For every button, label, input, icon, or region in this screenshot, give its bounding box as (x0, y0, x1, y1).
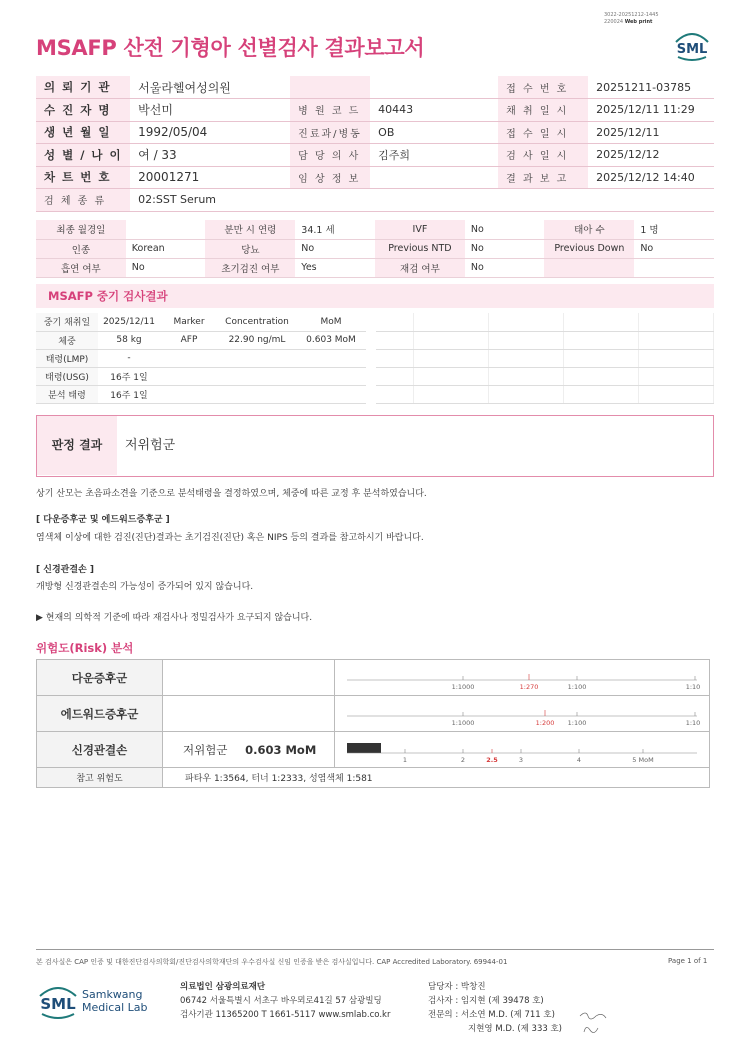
mom-cell: 58 kg (98, 331, 160, 349)
tick-edw-2: 1:100 (567, 719, 587, 727)
mom-cell (218, 349, 296, 367)
info-label: 수 진 자 명 (36, 99, 130, 122)
info-value: 2025/12/12 (588, 144, 714, 167)
clinical-value: Korean (126, 239, 206, 258)
mom-cell: Concentration (218, 313, 296, 331)
info-label: 검 사 일 시 (498, 144, 588, 167)
page-title: MSAFP 산전 기형아 선별검사 결과보고서 (36, 36, 425, 60)
clinical-label: 재검 여부 (375, 258, 465, 277)
risk-scale-ntd (335, 732, 710, 768)
ref-risk-label: 참고 위험도 (37, 768, 163, 788)
clinical-label: IVF (375, 220, 465, 239)
clinical-value: No (126, 258, 206, 277)
info-label: 병 원 코 드 (290, 99, 370, 122)
clinical-row (36, 239, 714, 258)
mom-table-empty (376, 313, 714, 404)
clinical-value: No (295, 239, 375, 258)
risk-scale-edwards-svg (335, 696, 707, 728)
clinical-row (36, 220, 714, 239)
mom-row (36, 367, 366, 385)
clinical-value: Yes (295, 258, 375, 277)
tick-down-3: 1:10 (685, 683, 701, 691)
risk-label-ntd: 신경관결손 (37, 732, 163, 768)
mom-cell (160, 385, 218, 403)
patient-info-table (36, 76, 714, 212)
info-row (36, 189, 714, 212)
clinical-label: Previous Down (544, 239, 634, 258)
info-label: 성 별 / 나 이 (36, 144, 130, 167)
staff-3: 전문의 : 서소연 M.D. (제 711 호) (428, 1010, 555, 1020)
info-label: 의 뢰 기 관 (36, 76, 130, 99)
clinical-info-table (36, 220, 714, 278)
accreditation-note: 본 검사실은 CAP 인증 및 대한진단검사의학회/진단검사의학재단의 우수검사실 신임 인증을 받은 검사실입니다. CAP Accredited Laboratory. 69944-01 (36, 958, 508, 966)
web-print-label: Web print (624, 19, 653, 25)
info-value: 40443 (370, 99, 498, 122)
svg-text:SML: SML (40, 995, 76, 1013)
info-label: 생 년 월 일 (36, 121, 130, 144)
clinical-value: 34.1 세 (295, 220, 375, 239)
clinical-value: No (465, 258, 545, 277)
signature-icon (576, 1008, 616, 1040)
mom-cell (218, 367, 296, 385)
info-label: 임 상 정 보 (290, 166, 370, 189)
document-id (604, 12, 684, 26)
mom-cell: Marker (160, 313, 218, 331)
risk-label-down: 다운증후군 (37, 660, 163, 696)
risk-result-ntd-mom: 0.603 MoM (245, 742, 317, 757)
staff-1: 담당자 : 박창진 (428, 982, 486, 992)
staff-list (428, 980, 562, 1036)
mom-cell: 22.90 ng/mL (218, 331, 296, 349)
info-value (370, 76, 498, 99)
ref-risk-value: 파타우 1:3564, 터너 1:2333, 성염색체 1:581 (163, 768, 710, 788)
mom-row (36, 385, 366, 403)
info-label: 결 과 보 고 (498, 166, 588, 189)
clinical-value (634, 258, 714, 277)
mom-cell: 0.603 MoM (296, 331, 366, 349)
mom-row (36, 313, 366, 331)
clinical-label: 흡연 여부 (36, 258, 126, 277)
specimen-value: 02:SST Serum (130, 189, 714, 212)
note-2: 염색체 이상에 대한 검진(진단)결과는 초기검진(진단) 혹은 NIPS 등의 결과를 참고하시기 바랍니다. (36, 533, 424, 543)
info-label: 진료과/병동 (290, 121, 370, 144)
info-value: 2025/12/11 11:29 (588, 99, 714, 122)
info-value (370, 166, 498, 189)
svg-text:SML: SML (676, 42, 708, 57)
risk-scale-down (335, 660, 710, 696)
logo-text-2: Medical Lab (82, 1001, 148, 1014)
clinical-value: 1 명 (634, 220, 714, 239)
info-value: 2025/12/12 14:40 (588, 166, 714, 189)
mom-cell: 2025/12/11 (98, 313, 160, 331)
clinical-label (544, 258, 634, 277)
tick-ntd-4: 4 (576, 756, 582, 764)
info-value: 20001271 (130, 166, 290, 189)
info-label: 차 트 번 호 (36, 166, 130, 189)
tick-edw-3: 1:10 (685, 719, 701, 727)
mom-cell: AFP (160, 331, 218, 349)
sml-logo-icon (672, 28, 712, 64)
mom-cell (296, 367, 366, 385)
info-label (290, 76, 370, 99)
info-value: OB (370, 121, 498, 144)
clinical-value: No (465, 220, 545, 239)
mom-cell (160, 367, 218, 385)
info-label: 접 수 일 시 (498, 121, 588, 144)
verdict-label: 판정 결과 (37, 416, 117, 475)
staff-2: 검사자 : 임지현 (제 39478 호) (428, 996, 544, 1006)
info-row (36, 121, 714, 144)
clinical-label: 태아 수 (544, 220, 634, 239)
verdict-box (36, 415, 714, 477)
mom-cell: 태령(LMP) (36, 349, 98, 367)
mom-cell: 중기 채취일 (36, 313, 98, 331)
tick-down-1: 1:270 (519, 683, 539, 691)
info-label: 접 수 번 호 (498, 76, 588, 99)
info-value: 2025/12/11 (588, 121, 714, 144)
org-contact: 검사기관 11365200 T 1661-5117 www.smlab.co.kr (180, 1010, 391, 1020)
info-row (36, 76, 714, 99)
tick-down-2: 1:100 (567, 683, 587, 691)
clinical-value: No (465, 239, 545, 258)
note-heading-down: [ 다운증후군 및 에드워드증후군 ] (36, 515, 170, 525)
tick-ntd-2: 2.5 (486, 756, 498, 764)
mom-row (36, 331, 366, 349)
doc-code-2: 220024 (604, 19, 624, 25)
note-heading-ntd: [ 신경관결손 ] (36, 565, 94, 575)
org-address (180, 980, 390, 1022)
mom-cell: - (98, 349, 160, 367)
mom-cell: 16주 1일 (98, 367, 160, 385)
info-row (36, 99, 714, 122)
clinical-label: 초기검진 여부 (205, 258, 295, 277)
risk-scale-edwards (335, 696, 710, 732)
info-value: 서울라헬여성의원 (130, 76, 290, 99)
logo-text (82, 988, 148, 1014)
risk-label-edwards: 에드워드증후군 (37, 696, 163, 732)
mom-cell: 태령(USG) (36, 367, 98, 385)
info-row (36, 144, 714, 167)
tick-ntd-1: 2 (460, 756, 466, 764)
clinical-row (36, 258, 714, 277)
samkwang-logo (36, 980, 166, 1024)
risk-scale-ntd-svg (335, 732, 707, 764)
risk-result-down (163, 660, 335, 696)
section-mid-title: MSAFP 중기 검사결과 (36, 284, 714, 308)
mom-bar (347, 743, 381, 753)
risk-result-ntd (163, 732, 335, 768)
clinical-value (126, 220, 206, 239)
logo-text-1: Samkwang (82, 988, 143, 1001)
mom-cell (296, 349, 366, 367)
mom-cell (160, 349, 218, 367)
footer-divider (36, 949, 714, 950)
info-label: 담 당 의 사 (290, 144, 370, 167)
doc-code-line2 (604, 19, 684, 26)
risk-result-edwards (163, 696, 335, 732)
tick-ntd-3: 3 (518, 756, 524, 764)
tick-down-0: 1:1000 (451, 683, 475, 691)
risk-title: 위험도(Risk) 분석 (36, 641, 134, 655)
clinical-label: 당뇨 (205, 239, 295, 258)
info-value: 여 / 33 (130, 144, 290, 167)
info-value: 김주희 (370, 144, 498, 167)
page-number: Page 1 of 1 (668, 957, 708, 965)
clinical-label: 분만 시 연령 (205, 220, 295, 239)
staff-4: 지현영 M.D. (제 333 호) (468, 1024, 563, 1034)
note-1: 상기 산모는 초음파소견을 기준으로 분석태령을 결정하였으며, 체중에 따른 교정 후 분석하였습니다. (36, 489, 427, 499)
risk-table (36, 659, 710, 788)
info-value: 1992/05/04 (130, 121, 290, 144)
mom-cell: 체중 (36, 331, 98, 349)
info-value: 20251211-03785 (588, 76, 714, 99)
org-addr: 06742 서울특별시 서초구 바우뫼로41길 57 삼광빌딩 (180, 996, 382, 1006)
tick-edw-0: 1:1000 (451, 719, 475, 727)
clinical-value: No (634, 239, 714, 258)
mom-cell: MoM (296, 313, 366, 331)
mom-table (36, 313, 366, 404)
sml-footer-logo-icon (36, 980, 80, 1024)
clinical-label: Previous NTD (375, 239, 465, 258)
tick-edw-1: 1:200 (535, 719, 555, 727)
tick-ntd-0: 1 (402, 756, 408, 764)
specimen-label: 검 체 종 류 (36, 189, 130, 212)
clinical-label: 인종 (36, 239, 126, 258)
info-row (36, 166, 714, 189)
verdict-value: 저위험군 (125, 438, 176, 453)
mom-cell: 분석 태령 (36, 385, 98, 403)
mom-cell (218, 385, 296, 403)
note-4: ▶ 현재의 의학적 기준에 따라 재검사나 정밀검사가 요구되지 않습니다. (36, 613, 313, 623)
mom-cell: 16주 1일 (98, 385, 160, 403)
mom-cell (296, 385, 366, 403)
risk-result-ntd-text: 저위험군 (183, 742, 228, 757)
doc-code: 3022-20251212-1445 (604, 12, 659, 18)
risk-scale-down-svg (335, 660, 707, 692)
info-label: 채 취 일 시 (498, 99, 588, 122)
note-3: 개방형 신경관결손의 가능성이 증가되어 있지 않습니다. (36, 582, 254, 592)
tick-ntd-5: 5 MoM (632, 756, 654, 764)
org-name: 의료법인 삼광의료재단 (180, 982, 266, 992)
info-value: 박선미 (130, 99, 290, 122)
mom-row (36, 349, 366, 367)
clinical-label: 최종 월경일 (36, 220, 126, 239)
